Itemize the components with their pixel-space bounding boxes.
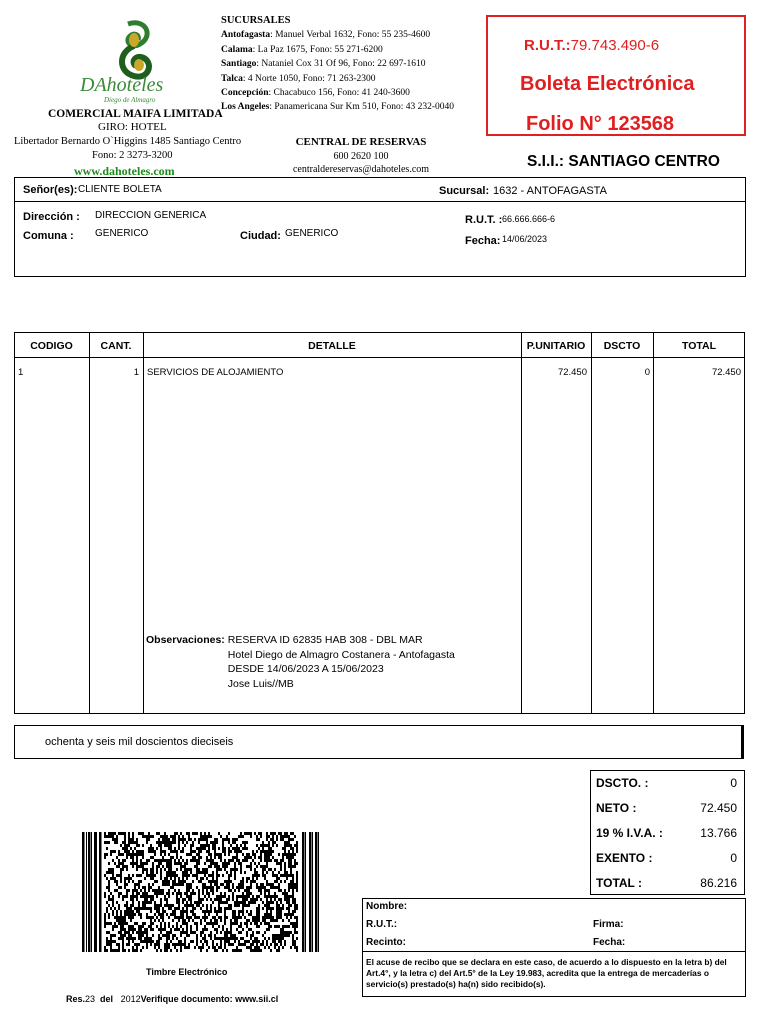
divider [14, 201, 746, 202]
document-type: Boleta Electrónica [520, 73, 695, 95]
senor-value: CLIENTE BOLETA [78, 184, 162, 195]
column-header-unitario: P.UNITARIO [526, 340, 586, 352]
cell-detalle: SERVICIOS DE ALOJAMIENTO [147, 367, 284, 378]
resolution-line: Res.23 del 2012Verifique documento: www.sii.cl [66, 994, 279, 1004]
column-header-codigo: CODIGO [30, 340, 73, 352]
column-header-detalle: DETALLE [308, 340, 356, 352]
receipt-nombre-label: Nombre: [366, 901, 408, 912]
company-website-link[interactable]: www.dahoteles.com [74, 164, 175, 178]
fecha-value: 14/06/2023 [502, 234, 548, 244]
column-divider [89, 332, 90, 714]
comuna-label: Comuna : [23, 230, 74, 242]
receipt-rut-label: R.U.T.: [366, 919, 398, 930]
observations-label: Observaciones: [146, 634, 225, 646]
total-row-iva: 19 % I.V.A. : 13.766 [596, 826, 737, 840]
column-divider [653, 332, 654, 714]
document-folio: Folio N° 123568 [526, 113, 675, 135]
divider [362, 951, 746, 952]
cell-unitario: 72.450 [557, 367, 587, 378]
column-divider [591, 332, 592, 714]
branches-title: SUCURSALES [221, 15, 291, 26]
column-divider [521, 332, 522, 714]
receipt-firma-label: Firma: [593, 919, 624, 930]
cell-cant: 1 [133, 367, 139, 378]
cell-codigo: 1 [18, 367, 24, 378]
senor-label: Señor(es): [23, 184, 78, 196]
observation-line: RESERVA ID 62835 HAB 308 - DBL MAR [227, 634, 423, 646]
observation-line: Jose Luis//MB [227, 677, 294, 690]
comuna-value: GENERICO [95, 228, 149, 239]
observation-line: DESDE 14/06/2023 A 15/06/2023 [227, 663, 384, 675]
company-name: COMERCIAL MAIFA LIMITADA [48, 108, 223, 120]
client-rut-label: R.U.T. : [465, 214, 503, 226]
column-header-cant: CANT. [100, 340, 132, 352]
column-header-total: TOTAL [681, 340, 717, 352]
company-address: Libertador Bernardo O`Higgins 1485 Santiago Centro [14, 136, 242, 147]
total-row-exento: EXENTO : 0 [596, 851, 737, 865]
central-title: CENTRAL DE RESERVAS [295, 136, 427, 148]
receipt-recinto-label: Recinto: [366, 937, 406, 948]
ciudad-value: GENERICO [285, 228, 339, 239]
branch-item: Calama: La Paz 1675, Fono: 55 271-6200 [221, 44, 383, 55]
central-email-link[interactable]: centraldereservas@dahoteles.com [292, 164, 430, 175]
central-reservas [280, 136, 442, 177]
observations [146, 633, 455, 691]
sucursal-value: 1632 - ANTOFAGASTA [493, 185, 607, 197]
column-header-dscto: DSCTO [603, 340, 641, 352]
total-row-dscto: DSCTO. : 0 [596, 776, 737, 790]
observation-line: Hotel Diego de Almagro Costanera - Antofagasta [227, 648, 455, 661]
stamp-label: Timbre Electrónico [146, 967, 228, 977]
branch-item: Concepción: Chacabuco 156, Fono: 41 240-3600 [221, 88, 410, 99]
direccion-label: Dirección : [23, 211, 80, 223]
client-rut-value: 66.666.666-6 [502, 214, 556, 224]
company-giro: GIRO: HOTEL [98, 121, 167, 133]
cell-total: 72.450 [711, 367, 741, 378]
branch-item: Los Angeles: Panamericana Sur Km 510, Fono: 43 232-0040 [221, 102, 455, 113]
divider [14, 357, 745, 358]
cell-dscto: 0 [644, 367, 650, 378]
central-phone: 600 2620 100 [333, 150, 389, 162]
fecha-label: Fecha: [465, 235, 501, 247]
branch-item: Santiago: Nataniel Cox 31 Of 96, Fono: 22 697-1610 [221, 59, 426, 70]
document-id-box [486, 15, 746, 136]
column-divider [143, 332, 144, 714]
total-row-neto: NETO : 72.450 [596, 801, 737, 815]
branch-item: Talca: 4 Norte 1050, Fono: 71 263-2300 [221, 73, 376, 84]
direccion-value: DIRECCION GENERICA [95, 210, 207, 221]
legal-notice: El acuse de recibo que se declara en este caso, de acuerdo a lo dispuesto en la letra b) del Art.4°, y la letra c) del Art.5° de la Ley 19.983, acredita que la entrega de mercaderías o servicio(s) prestado(s) ha(n) sido recibido(s). [366, 957, 727, 989]
sii-office: S.I.I.: SANTIAGO CENTRO [527, 153, 720, 170]
pdf417-barcode-icon [82, 832, 322, 952]
branches-list [221, 14, 454, 115]
sucursal-label: Sucursal: [439, 185, 490, 197]
branch-item: Antofagasta: Manuel Verbal 1632, Fono: 55 235-4600 [221, 30, 431, 41]
logo-tagline: Diego de Almagro [104, 96, 156, 104]
receipt-fecha-label: Fecha: [593, 937, 626, 948]
issuer-rut: R.U.T.:79.743.490-6 [524, 37, 660, 54]
ciudad-label: Ciudad: [240, 230, 281, 242]
total-row-total: TOTAL : 86.216 [596, 876, 737, 890]
company-phone: Fono: 2 3273-3200 [92, 150, 173, 161]
amount-in-words: ochenta y seis mil doscientos dieciseis [45, 736, 234, 748]
logo-brand: DAhoteles [80, 74, 164, 96]
